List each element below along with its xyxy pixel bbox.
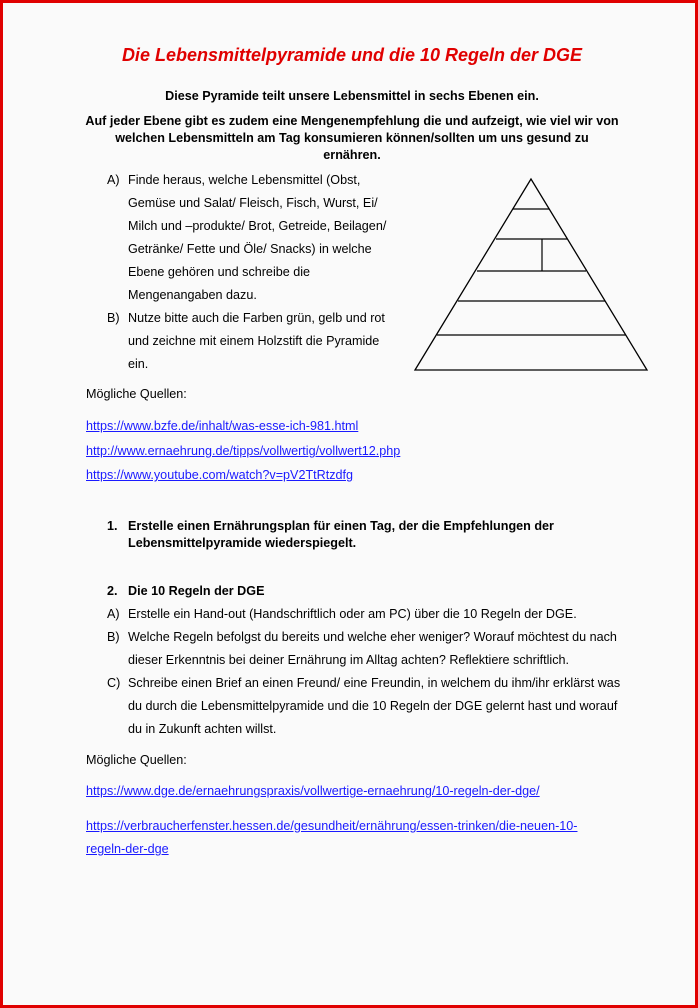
source-link[interactable]: https://www.youtube.com/watch?v=pV2TtRtzdfg [86, 468, 354, 482]
sources-label: Mögliche Quellen: [86, 753, 187, 767]
task-text: Nutze bitte auch die Farben grün, gelb und rot und zeichne mit einem Holzstift die Pyramide ein. [128, 311, 385, 371]
task-text: Finde heraus, welche Lebensmittel (Obst, Gemüse und Salat/ Fleisch, Fisch, Wurst, Ei/ Milch und –produkte/ Brot, Getreide, Beilagen/ Getränke/ Fette und Öle/ Snacks) in welche Ebene gehören und schreibe die Mengenangaben dazu. [128, 173, 387, 302]
item-marker: 2. [107, 584, 118, 598]
source-link[interactable]: https://www.dge.de/ernaehrungspraxis/vollwertige-ernaehrung/10-regeln-der-dge/ [86, 784, 540, 798]
food-pyramid-diagram [411, 175, 651, 375]
task-text: Welche Regeln befolgst du bereits und welche eher weniger? Worauf möchtest du nach dieser Erkenntnis bei deiner Ernährung im Alltag achten? Reflektiere schriftlich. [128, 630, 617, 667]
sources-label: Mögliche Quellen: [86, 387, 187, 401]
numbered-item-2 [107, 583, 607, 600]
task-item [107, 169, 397, 307]
task-item [107, 626, 627, 672]
pyramid-outline [415, 179, 647, 370]
source-link[interactable]: https://verbraucherfenster.hessen.de/gesundheit/ernährung/essen-trinken/die-neuen-10-regeln-der-dge [86, 819, 578, 856]
source-link[interactable]: https://www.bzfe.de/inhalt/was-esse-ich-981.html [86, 419, 359, 433]
numbered-item-1 [107, 518, 607, 552]
task-item [107, 307, 397, 376]
item-marker: 1. [107, 519, 118, 533]
task-text: Schreibe einen Brief an einen Freund/ eine Freundin, in welchem du ihm/ihr erklärst was du durch die Lebensmittelpyramide und die 10 Regeln der DGE gelernt hast und worauf du in Zukunft achten willst. [128, 676, 621, 736]
intro-text-2: Auf jeder Ebene gibt es zudem eine Mengenempfehlung die und aufzeigt, wie viel wir von welchen Lebensmitteln am Tag konsumieren können/sollten um uns gesund zu ernähren. [85, 114, 619, 162]
task-list-a [107, 169, 397, 376]
task-item [107, 672, 627, 741]
item-text: Die 10 Regeln der DGE [128, 584, 265, 598]
intro-text-1: Diese Pyramide teilt unsere Lebensmittel in sechs Ebenen ein. [165, 89, 539, 103]
task-item [107, 603, 627, 626]
page-title: Die Lebensmittelpyramide und die 10 Regeln der DGE [121, 45, 583, 65]
item-text: Erstelle einen Ernährungsplan für einen Tag, der die Empfehlungen der Lebensmittelpyramide wiederspiegelt. [128, 519, 554, 550]
task-marker: B) [107, 630, 120, 644]
task-text: Erstelle ein Hand-out (Handschriftlich oder am PC) über die 10 Regeln der DGE. [128, 607, 577, 621]
task-marker: B) [107, 311, 120, 325]
task-marker: C) [107, 676, 121, 690]
task-list-b [107, 603, 627, 741]
task-marker: A) [107, 607, 120, 621]
source-link[interactable]: http://www.ernaehrung.de/tipps/vollwertig/vollwert12.php [86, 444, 401, 458]
task-marker: A) [107, 173, 120, 187]
